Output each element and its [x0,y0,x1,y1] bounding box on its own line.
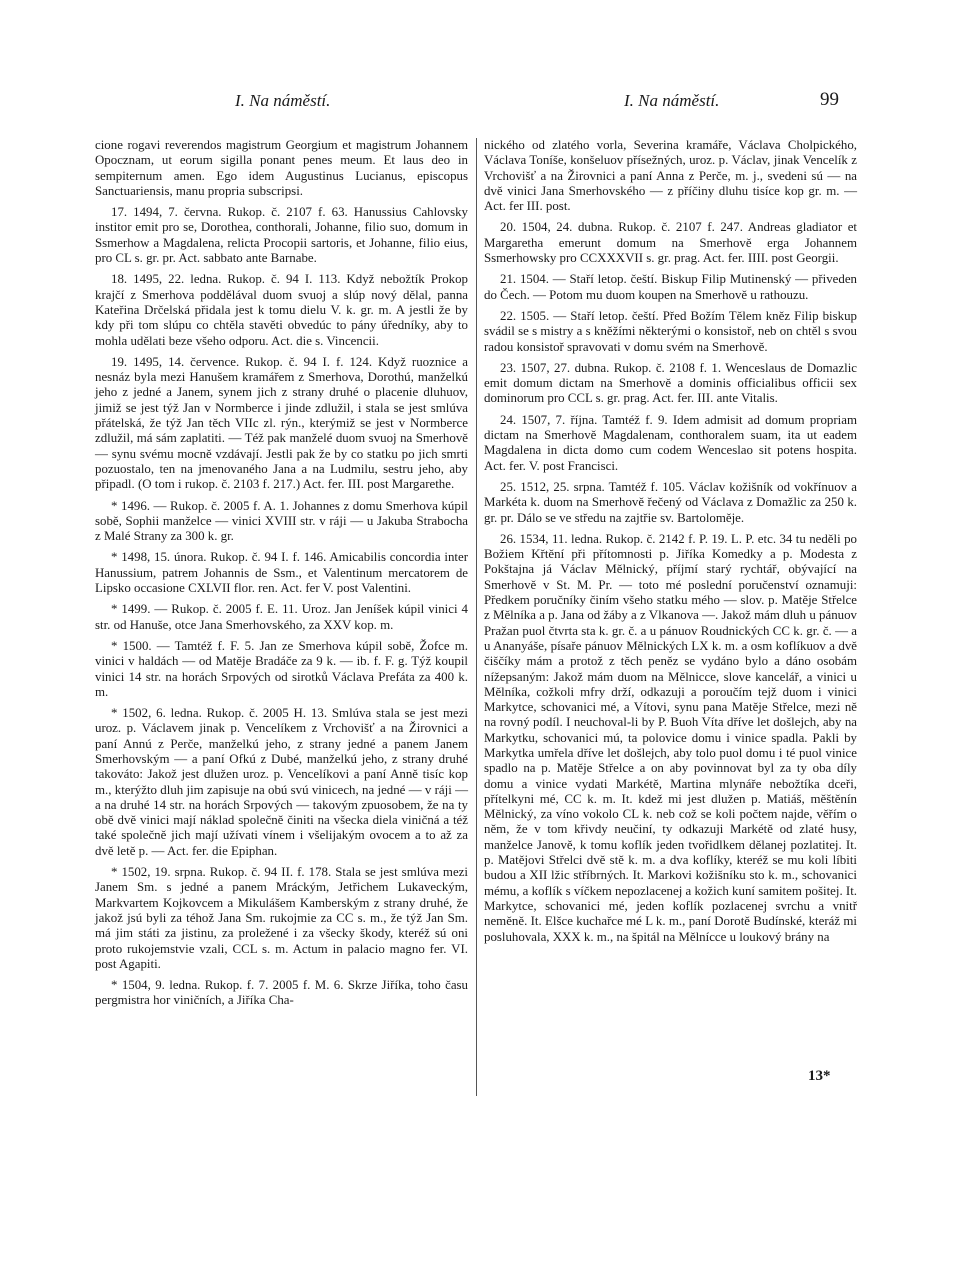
running-head-left: I. Na náměstí. [235,91,331,110]
entry-1504-jan: * 1504, 9. ledna. Rukop. f. 7. 2005 f. M. 6. Skrze Jiříka, toho času pergmistra hor viničních, a Jiříka Cha- [95,978,468,1008]
entry-1502-aug: * 1502, 19. srpna. Rukop. č. 94 II. f. 178. Stala se jest smlúva mezi Janem Sm. s jedné a panem Mráckým, Jetřichem Lukaveckým, Markvartem Kojkovcem a Mikulášem Kamberským z strany druhé, že jakož jsú byli za téhož Jana Sm. rukojmie za CC s. m., že týž Jan Sm. má jim státi za jistinu, za proležené i za všecky škody, kteréž sú oni proto rukojemstvie vzali, CCL s. m. Actum in palacio magno fer. VI. post Agapiti. [95,865,468,971]
entry-1500: * 1500. — Tamtéž f. F. 5. Jan ze Smerhova kúpil sobě, Žofce m. vinici v haldách — od Matěje Bradáče za 9 k. — ib. f. F. g. Týž koupil vinici 14 str. na horách Srpových od sirotků Václava Prefáta za 400 k. m. [95,638,468,699]
left-column [95,138,468,1009]
entry-18: 18. 1495, 22. ledna. Rukop. č. 94 I. 113. Když nebožtík Prokop krajčí z Smerhova poddělával duom svuoj a slúp nový dělal, panna Kateřina Drčelská přidala jest k tomu dielu V. k. gr. m. A jestli že by kdy při tom slúpu co chtěla stavěti obvedúc to pány úředníky, aby to mohla udělati beze všeho odporu. Act. die s. Vincencii. [95,272,468,348]
paragraph-0: cione rogavi reverendos magistrum Georgium et magistrum Johannem Opocznam, ut eorum sigilla ponant penes meum. Et laus deo in sempiternum amen. Ego idem Augustinus Lucianus, episcopus Sanctuariensis, manu propria subscripsi. [95,138,468,198]
entry-1502-jan: * 1502, 6. ledna. Rukop. č. 2005 H. 13. Smlúva stala se jest mezi uroz. p. Václavem jinak p. Vencelíkem z Vrchovišť a na Žirovnici a paní Annú z Perče, manželkú jeho, z strany jedné a panem Janem Smerhovským — a paní Ofkú z Dubé, manželkú jeho, z strany druhé takováto: Jakož jest dlužen uroz. p. Vencelíkovi a paní Anně tisíc kop m., kterýžto dluh jim zapisuje na obú svú vinicech, na jedné — v ráji — a na druhé 14 str. na horách Srpových — takovým zpuosobem, že na ty obě dvě vinici mají náklad společně činiti na všecka diela viničná a též také společně jich mají užívati vínem i všelijakým ovocem a to až za dvě letě p. — Act. fer. die Epiphan. [95,706,468,858]
entry-23: 23. 1507, 27. dubna. Rukop. č. 2108 f. 1. Wenceslaus de Domazlic emit domum dictam na Smerhově a dominis officialibus officii sex dominorum pro CCL s. gr. prag. Act. fer. III. ante Vitalis. [484,360,857,406]
signature-mark: 13* [808,1068,831,1084]
entry-1496: * 1496. — Rukop. č. 2005 f. A. 1. Johannes z domu Smerhova kúpil sobě, Sophii manželce — vinici XVIII str. v ráji — u Jakuba Strabocha z Malé Strany za 300 k. gr. [95,498,468,544]
entry-26: 26. 1534, 11. ledna. Rukop. č. 2142 f. P. 19. L. P. etc. 34 tu neděli po Božiem Křtění při přítomnosti p. Jiříka Komedky a p. Modesta z Pokštajna já Václav Mělnický, příjmí starý rychtář, obývající na Smerhově v St. M. Pr. — toto mé poslední poručenství oznamuji: Předkem poručníky činím všeho statku mého — slov. p. Matěje Střelce z Mělníka a p. Jana od žáby a z Vlkanova —. Jakož mám dluh u pánuov Pražan puol čtvrta sta k. gr. č. a u pánuov Roudnických CC k. gr. č. — a u Ananyáše, písaře pánuov Mělnických LX k. m. a osm koflíkuov a dvě čiščíky mám a protož z těch peněz se vydáno bylo a dáno osobám nížepsaným: Jakož mám duom na Mělnicce, slove kancelář, a vinici u Mělníka, cožkoli mfry drží, odkazuji a poroučím tejž duom i vinici Markytce, schovanici mé, a Vítovi, synu pana Matěje Střelce, mezi ně na rovný podíl. I neuchoval-li by P. Buoh Víta dříve let došlejch, aby na Markytku, schovanici mú, ta polovice domu i vinice spadla. Pakli by Markytka umřela dříve let došlejch, aby tolo puol domu i té puol vinice spadlo na p. Matěje Střelce a on aby povinnovat byl za ty oba díly domu a vinice vydati Markétě, Martina mlynáře nebožtíka dceři, přítelkyni mé, CC k. m. It. kdež mi jest dlužen p. Matiáš, měštěnín Mělnický, za víno vokolo CL k. neb což se koli počtem najde, věřím o něm, že v tom křivdy neučiní, ty odkazuji Markétě od zlaté husy, manželce Janově, k tomu koflík jeden tvořidlkem dělanej pozlatitej. It. p. Matějovi Střelci dvě stě k. m. a dva koflíky, kteréž se mu koli líbiti budou a XII lžic stříbrných. It. Markovi kožišníku sto k. m., schovanici mému, a koflík s víčkem nepozlacenej a kožich kuní samitem pošitej. It. Markytce, schovanici mé, jeden koflík pozlacenej svrchu a vnitř neměně. It. Elšce kuchařce mé L k. m., paní Dorotě Budínské, kteráž mi posluhovala, XXX k. m., na špitál na Mělnícce u loukový brány na [484,531,858,944]
entry-21: 21. 1504. — Staří letop. čeští. Biskup Filip Mutinenský — přiveden do Čech. — Potom mu duom koupen na Smerhově u rathouzu. [484,272,857,302]
column-divider [476,138,477,1096]
entry-25: 25. 1512, 25. srpna. Tamtéž f. 105. Václav kožišník od vokřínuov a Markéta k. duom na Smerhově řečený od Václava z Domažlic za 250 k. gr. pr. Dálo se ve středu na zajtřie sv. Bartoloměje. [484,479,857,525]
entry-19: 19. 1495, 14. července. Rukop. č. 94 I. f. 124. Když ruoznice a nesnáz byla mezi Hanušem kramářem z Smerhova, Dorothú, manželkú jeho z jedné a Janem, synem jich z strany druhé o placenie dluhuov, jimiž se jest týž Jan v Normberce i jinde zdlužil, i stala se jest smlúva přátelská, že týž Jan těch VIIc zl. rýn., kterýmiž se jest v Normberce zdlužil, má sám zaplatiti. — Též pak manželé duom svuoj na Smerhově — synu svému mocně vzdávají. Jestli pak že by co statku po jich smrti pozuostalo, ten na jmenovaného Jana a na Ludmilu, sestru jeho, aby připadl. (O tom i rukop. č. 2103 f. 217.) Act. fer. III. post Margarethe. [95,354,468,492]
entry-24: 24. 1507, 7. října. Tamtéž f. 9. Idem admisit ad domum propriam dictam na Smerhově Magdalenam, conthoralem suam, ita ut eadem Magdalena in dicta domo cum codem Wenceslao sit potens hospita. Act. fer. V. post Francisci. [484,412,857,473]
entry-20: 20. 1504, 24. dubna. Rukop. č. 2107 f. 247. Andreas gladiator et Margaretha emerunt domum na Smerhově erga Johannem Ssmerhowsky pro CCXXXVII s. gr. prag. Act. fer. IIII. post Georgii. [484,220,857,266]
entry-1499: * 1499. — Rukop. č. 2005 f. E. 11. Uroz. Jan Jeníšek kúpil vinici 4 str. od Hanuše, otce Jana Smerhovského, za XXV kop. m. [95,602,468,632]
right-column [484,138,857,945]
entry-1498: * 1498, 15. února. Rukop. č. 94 I. f. 146. Amicabilis concordia inter Hanussium, patrem Johannis de Ssm., et Valentinum mercatorem de Lipsko occasione CXLVII flor. ren. Act. fer V. post Valentini. [95,550,468,596]
paragraph-cont: nického od zlatého vorla, Severina kramáře, Václava Cholpického, Václava Toníše, konšeluov přísežných, uroz. p. Václav, jinak Vencelík z Vrchovišť a na Žirovnici a paní Anna z Perče, m. j., svedeni sú — na dvě vinici Jana Smerhovského — z příčiny dluhu tisíce kop gr. m. — Act. fer III. post. [484,138,857,214]
page-number: 99 [820,89,839,110]
entry-17: 17. 1494, 7. června. Rukop. č. 2107 f. 63. Hanussius Cahlovsky institor emit pro se, Dorothea, conthorali, Johanne, filio suo, domum in Ssmerhow a Magdalena, relicta Procopii sartoris, et Johanne, filio eius, pro CL s. gr. pr. Act. sabbato ante Barnabe. [95,205,468,266]
running-head-right: I. Na náměstí. [624,91,720,110]
entry-22: 22. 1505. — Staří letop. čeští. Před Božím Tělem kněz Filip biskup svádil se s mistry a s kněžími některými o konsistoř, neb on chtěl s svou radou konsistoř spravovati v domu svém na Smerhově. [484,308,857,354]
